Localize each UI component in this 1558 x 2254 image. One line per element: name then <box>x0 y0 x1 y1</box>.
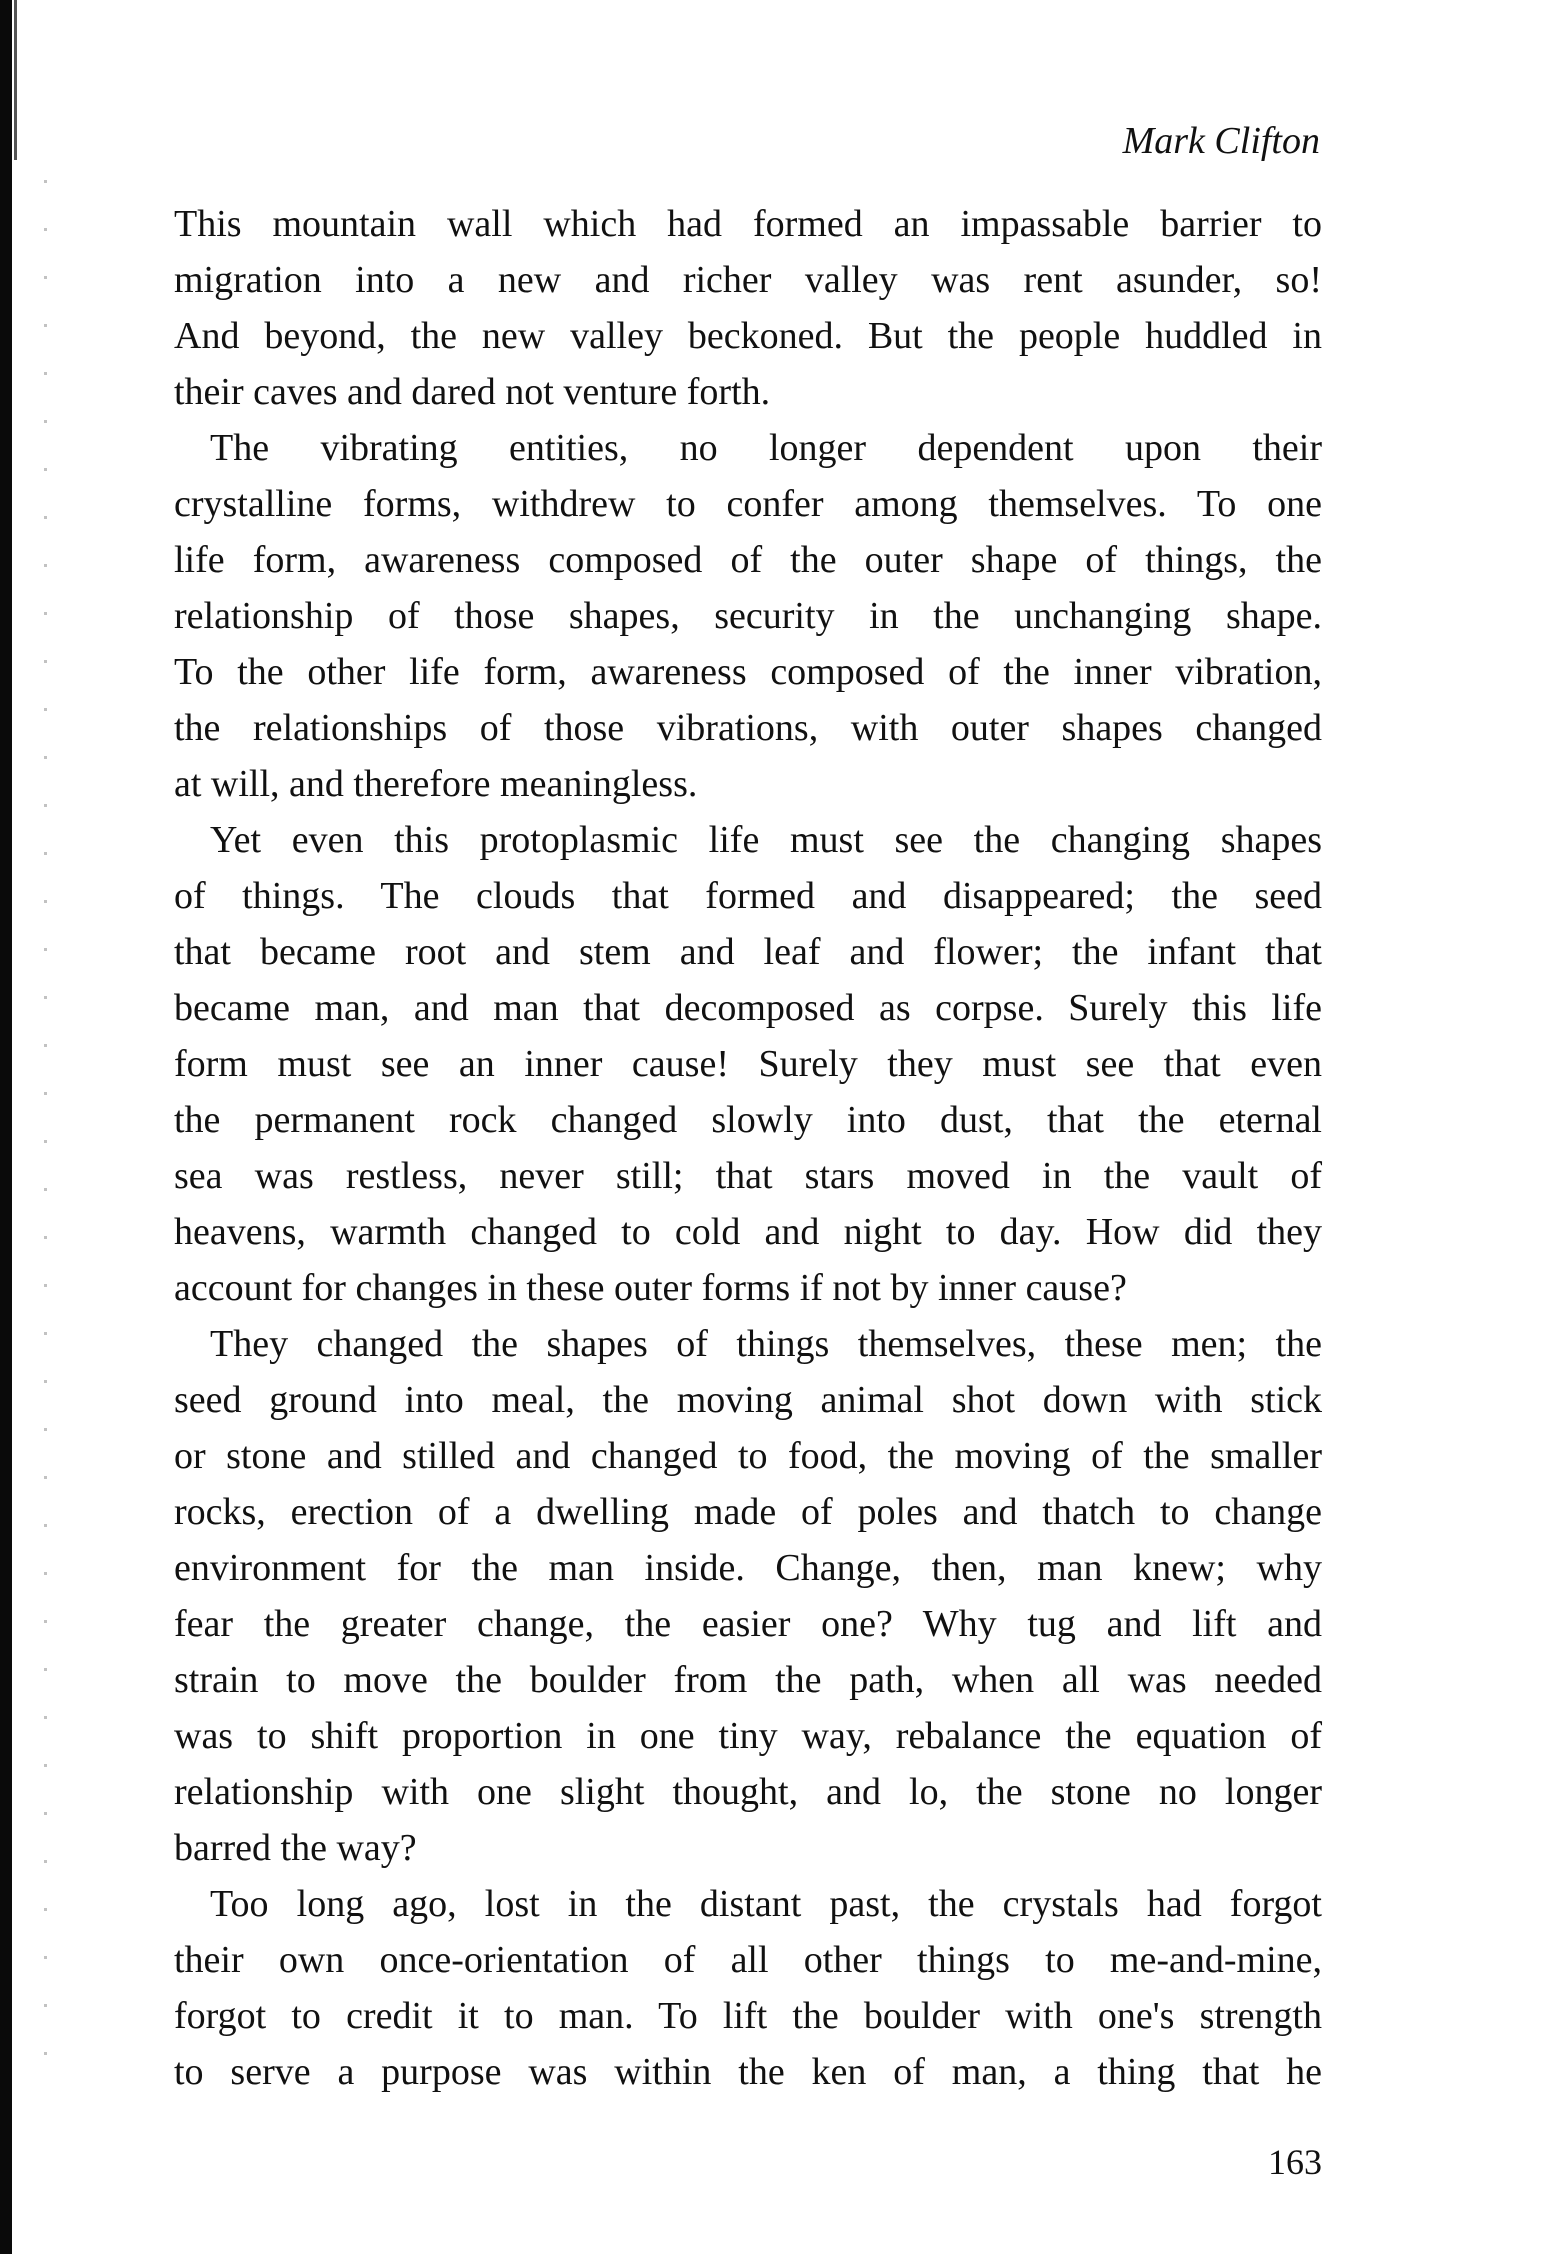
text-line: their own once-orientation of all other things to me-and-mine, <box>174 1939 1322 1981</box>
text-line: sea was restless, never still; that stars moved in the vault of <box>174 1155 1322 1197</box>
text-line: seed ground into meal, the moving animal shot down with stick <box>174 1379 1322 1421</box>
text-line: the permanent rock changed slowly into dust, that the eternal <box>174 1099 1322 1141</box>
text-line: And beyond, the new valley beckoned. But the people huddled in <box>174 315 1322 357</box>
text-line: fear the greater change, the easier one? Why tug and lift and <box>174 1603 1322 1645</box>
text-line: Yet even this protoplasmic life must see the changing shapes <box>210 819 1322 861</box>
text-line: the relationships of those vibrations, with outer shapes changed <box>174 707 1322 749</box>
running-header-author: Mark Clifton <box>1122 120 1320 162</box>
text-line: or stone and stilled and changed to food, the moving of the smaller <box>174 1435 1322 1477</box>
scan-binding-shadow <box>14 0 17 160</box>
text-line: relationship of those shapes, security in the unchanging shape. <box>174 595 1322 637</box>
paragraph <box>174 196 1322 420</box>
text-line: account for changes in these outer forms if not by inner cause? <box>174 1267 1127 1309</box>
text-line: They changed the shapes of things themselves, these men; the <box>210 1323 1322 1365</box>
text-line: life form, awareness composed of the outer shape of things, the <box>174 539 1322 581</box>
text-line: strain to move the boulder from the path, when all was needed <box>174 1659 1322 1701</box>
text-line: forgot to credit it to man. To lift the boulder with one's strength <box>174 1995 1322 2037</box>
paragraph <box>174 1316 1322 1876</box>
text-line: rocks, erection of a dwelling made of poles and thatch to change <box>174 1491 1322 1533</box>
text-line: The vibrating entities, no longer dependent upon their <box>210 427 1322 469</box>
paragraph <box>174 1876 1322 2100</box>
page-number: 163 <box>1268 2142 1322 2182</box>
text-line: heavens, warmth changed to cold and night to day. How did they <box>174 1211 1322 1253</box>
text-line: became man, and man that decomposed as corpse. Surely this life <box>174 987 1322 1029</box>
text-line: was to shift proportion in one tiny way, rebalance the equation of <box>174 1715 1322 1757</box>
text-line: that became root and stem and leaf and flower; the infant that <box>174 931 1322 973</box>
text-line: relationship with one slight thought, and lo, the stone no longer <box>174 1771 1322 1813</box>
text-line: environment for the man inside. Change, then, man knew; why <box>174 1547 1322 1589</box>
text-line: To the other life form, awareness composed of the inner vibration, <box>174 651 1322 693</box>
text-line: at will, and therefore meaningless. <box>174 763 698 805</box>
text-line: barred the way? <box>174 1827 417 1869</box>
text-line: of things. The clouds that formed and disappeared; the seed <box>174 875 1322 917</box>
page-body-text <box>174 196 1322 2100</box>
text-line: migration into a new and richer valley was rent asunder, so! <box>174 259 1322 301</box>
scan-specks <box>44 180 47 2080</box>
text-line: Too long ago, lost in the distant past, the crystals had forgot <box>210 1883 1322 1925</box>
paragraph <box>174 420 1322 812</box>
text-line: crystalline forms, withdrew to confer among themselves. To one <box>174 483 1322 525</box>
scan-binding-edge <box>0 0 12 2254</box>
text-line: to serve a purpose was within the ken of man, a thing that he <box>174 2051 1322 2093</box>
text-line: form must see an inner cause! Surely they must see that even <box>174 1043 1322 1085</box>
text-line: This mountain wall which had formed an impassable barrier to <box>174 203 1322 245</box>
paragraph <box>174 812 1322 1316</box>
text-line: their caves and dared not venture forth. <box>174 371 771 413</box>
